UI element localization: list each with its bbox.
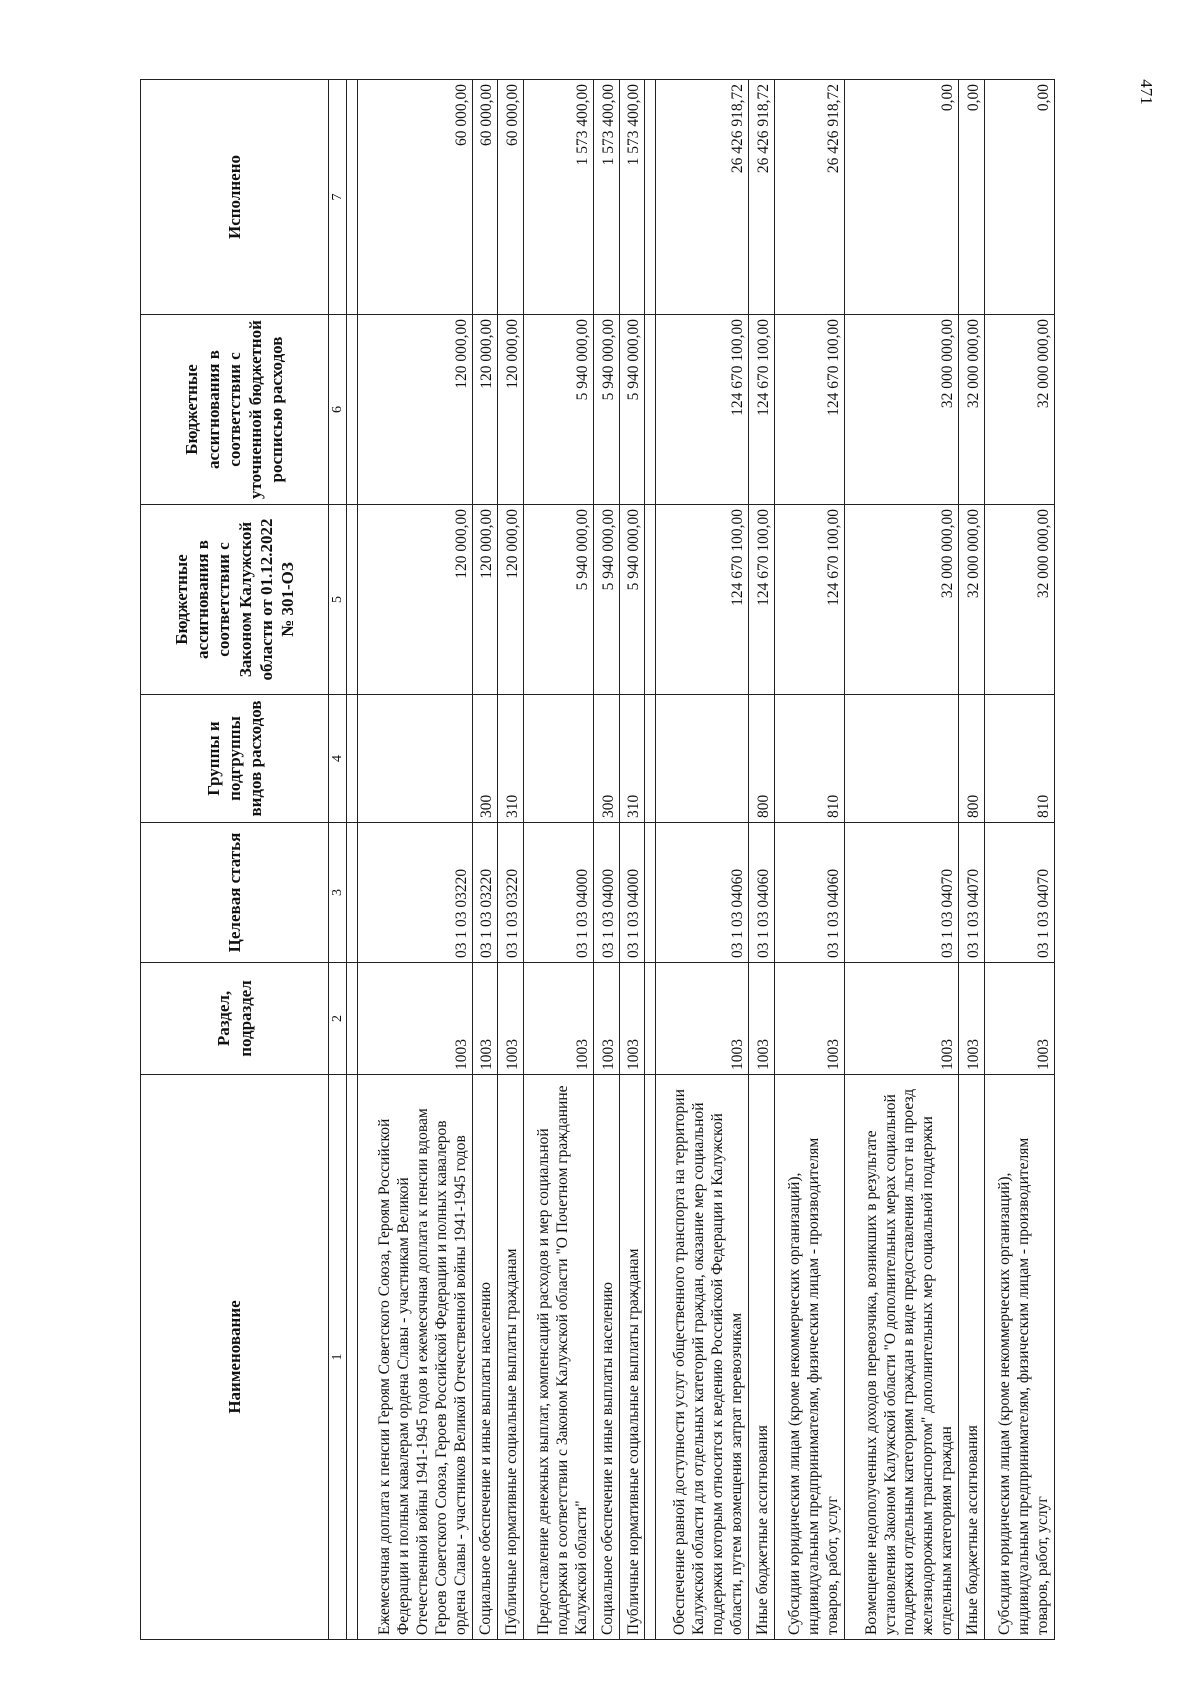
row-section: 1003 [844,963,959,1075]
table-row [774,80,844,1640]
spacer-cell [645,80,656,315]
row-section: 1003 [959,963,985,1075]
row-name: Иные бюджетные ассигнования [748,1075,774,1640]
row-expense-group [844,695,959,823]
spacer-cell [347,505,358,695]
header-roster-allocation: Бюджетные ассигнования в соответствии с уточненной бюджетной росписью расходов [141,315,329,505]
row-name: Субсидии юридическим лицам (кроме некоммерческих организаций), индивидуальным предпринимателям, физическим лицам - производителям товаров, работ, услуг [774,1075,844,1640]
row-expense-group: 810 [984,695,1054,823]
row-roster-allocation: 5 940 000,00 [619,315,645,505]
table-row [358,80,473,1640]
row-target-article: 03 1 03 04070 [959,823,985,963]
budget-table-rotated [140,80,1055,1640]
row-section: 1003 [619,963,645,1075]
table-row [594,80,620,1640]
row-executed: 60 000,00 [472,80,498,315]
table-row [959,80,985,1640]
table-body [347,80,1055,1640]
spacer-cell [645,505,656,695]
row-executed: 60 000,00 [358,80,473,315]
row-expense-group: 800 [748,695,774,823]
row-target-article: 03 1 03 04070 [984,823,1054,963]
row-section: 1003 [656,963,748,1075]
row-law-allocation: 124 670 100,00 [656,505,748,695]
row-target-article: 03 1 03 04000 [594,823,620,963]
row-executed: 1 573 400,00 [594,80,620,315]
row-name: Предоставление денежных выплат, компенсаций расходов и мер социальной поддержки в соответствии с Законом Калужской области "О Почетном гражданине Калужской области" [523,1075,593,1640]
header-executed: Исполнено [141,80,329,315]
column-number: 1 [329,1075,347,1640]
spacer-cell [645,1075,656,1640]
spacer-cell [645,315,656,505]
row-executed: 0,00 [844,80,959,315]
row-law-allocation: 5 940 000,00 [594,505,620,695]
row-roster-allocation: 120 000,00 [358,315,473,505]
row-section: 1003 [498,963,524,1075]
table-row [656,80,748,1640]
row-law-allocation: 5 940 000,00 [523,505,593,695]
spacer-row [645,80,656,1640]
row-executed: 26 426 918,72 [774,80,844,315]
row-roster-allocation: 32 000 000,00 [984,315,1054,505]
table-row [619,80,645,1640]
row-expense-group [523,695,593,823]
row-roster-allocation: 5 940 000,00 [594,315,620,505]
header-section: Раздел, подраздел [141,963,329,1075]
row-executed: 0,00 [959,80,985,315]
spacer-cell [645,695,656,823]
column-number-row [329,80,347,1640]
row-roster-allocation: 124 670 100,00 [656,315,748,505]
row-expense-group: 300 [594,695,620,823]
spacer-cell [347,80,358,315]
row-section: 1003 [774,963,844,1075]
row-section: 1003 [594,963,620,1075]
spacer-cell [347,823,358,963]
row-expense-group [358,695,473,823]
row-executed: 0,00 [984,80,1054,315]
row-expense-group: 800 [959,695,985,823]
row-expense-group: 310 [619,695,645,823]
spacer-row [347,80,358,1640]
row-target-article: 03 1 03 04060 [656,823,748,963]
row-roster-allocation: 32 000 000,00 [959,315,985,505]
row-law-allocation: 5 940 000,00 [619,505,645,695]
row-expense-group: 310 [498,695,524,823]
row-target-article: 03 1 03 04060 [748,823,774,963]
spacer-cell [347,695,358,823]
row-name: Иные бюджетные ассигнования [959,1075,985,1640]
row-target-article: 03 1 03 04000 [523,823,593,963]
row-name: Обеспечение равной доступности услуг общественного транспорта на территории Калужской области для отдельных категорий граждан, оказание мер социальной поддержки которым относится к ведению Российской Федерации и Калужской области, путем возмещения затрат перевозчикам [656,1075,748,1640]
column-number: 7 [329,80,347,315]
row-section: 1003 [472,963,498,1075]
row-executed: 1 573 400,00 [619,80,645,315]
row-law-allocation: 32 000 000,00 [984,505,1054,695]
page-number: 471 [1137,79,1156,105]
row-expense-group: 810 [774,695,844,823]
row-law-allocation: 124 670 100,00 [748,505,774,695]
row-name: Социальное обеспечение и иные выплаты населению [594,1075,620,1640]
row-roster-allocation: 120 000,00 [498,315,524,505]
row-name: Субсидии юридическим лицам (кроме некоммерческих организаций), индивидуальным предпринимателям, физическим лицам - производителям товаров, работ, услуг [984,1075,1054,1640]
table-row [523,80,593,1640]
spacer-cell [347,315,358,505]
header-target-article: Целевая статья [141,823,329,963]
row-section: 1003 [984,963,1054,1075]
table-row [844,80,959,1640]
row-law-allocation: 120 000,00 [498,505,524,695]
spacer-cell [347,1075,358,1640]
row-law-allocation: 32 000 000,00 [844,505,959,695]
row-law-allocation: 120 000,00 [358,505,473,695]
row-section: 1003 [358,963,473,1075]
row-executed: 1 573 400,00 [523,80,593,315]
table-row [498,80,524,1640]
row-executed: 60 000,00 [498,80,524,315]
row-target-article: 03 1 03 04060 [774,823,844,963]
row-target-article: 03 1 03 04070 [844,823,959,963]
row-roster-allocation: 120 000,00 [472,315,498,505]
row-target-article: 03 1 03 03220 [472,823,498,963]
row-name: Ежемесячная доплата к пенсии Героям Советского Союза, Героям Российской Федерации и полным кавалерам ордена Славы - участникам Великой Отечественной войны 1941-1945 годов и ежемесячная доплата к пенсии вдовам Героев Советского Союза, Героев Российской Федерации и полных кавалеров ордена Славы - участников Великой Отечественной войны 1941-1945 годов [358,1075,473,1640]
row-section: 1003 [748,963,774,1075]
table-row [472,80,498,1640]
row-law-allocation: 120 000,00 [472,505,498,695]
header-law-allocation: Бюджетные ассигнования в соответствии с Законом Калужской области от 01.12.2022 № 301-ОЗ [141,505,329,695]
row-executed: 26 426 918,72 [656,80,748,315]
row-law-allocation: 32 000 000,00 [959,505,985,695]
table-row [748,80,774,1640]
header-expense-group: Группы и подгруппы видов расходов [141,695,329,823]
row-section: 1003 [523,963,593,1075]
row-target-article: 03 1 03 04000 [619,823,645,963]
spacer-cell [347,963,358,1075]
column-number: 4 [329,695,347,823]
row-target-article: 03 1 03 03220 [498,823,524,963]
row-expense-group: 300 [472,695,498,823]
row-target-article: 03 1 03 03220 [358,823,473,963]
row-roster-allocation: 32 000 000,00 [844,315,959,505]
header-name: Наименование [141,1075,329,1640]
row-roster-allocation: 124 670 100,00 [748,315,774,505]
row-roster-allocation: 124 670 100,00 [774,315,844,505]
column-number: 2 [329,963,347,1075]
spacer-cell [645,963,656,1075]
column-number: 6 [329,315,347,505]
row-name: Возмещение недополученных доходов перевозчика, возникших в результате установления Законом Калужской области "О дополнительных мерах социальной поддержки отдельным категориям граждан в виде предоставления льгот на проезд железнодорожным транспортом" дополнительных мер социальной поддержки отдельным категориям граждан [844,1075,959,1640]
row-name: Публичные нормативные социальные выплаты гражданам [619,1075,645,1640]
row-name: Социальное обеспечение и иные выплаты населению [472,1075,498,1640]
table-row [984,80,1054,1640]
row-law-allocation: 124 670 100,00 [774,505,844,695]
row-name: Публичные нормативные социальные выплаты гражданам [498,1075,524,1640]
column-number: 3 [329,823,347,963]
budget-table [140,79,1055,1640]
column-number: 5 [329,505,347,695]
header-row [141,80,329,1640]
row-executed: 26 426 918,72 [748,80,774,315]
row-roster-allocation: 5 940 000,00 [523,315,593,505]
spacer-cell [645,823,656,963]
row-expense-group [656,695,748,823]
